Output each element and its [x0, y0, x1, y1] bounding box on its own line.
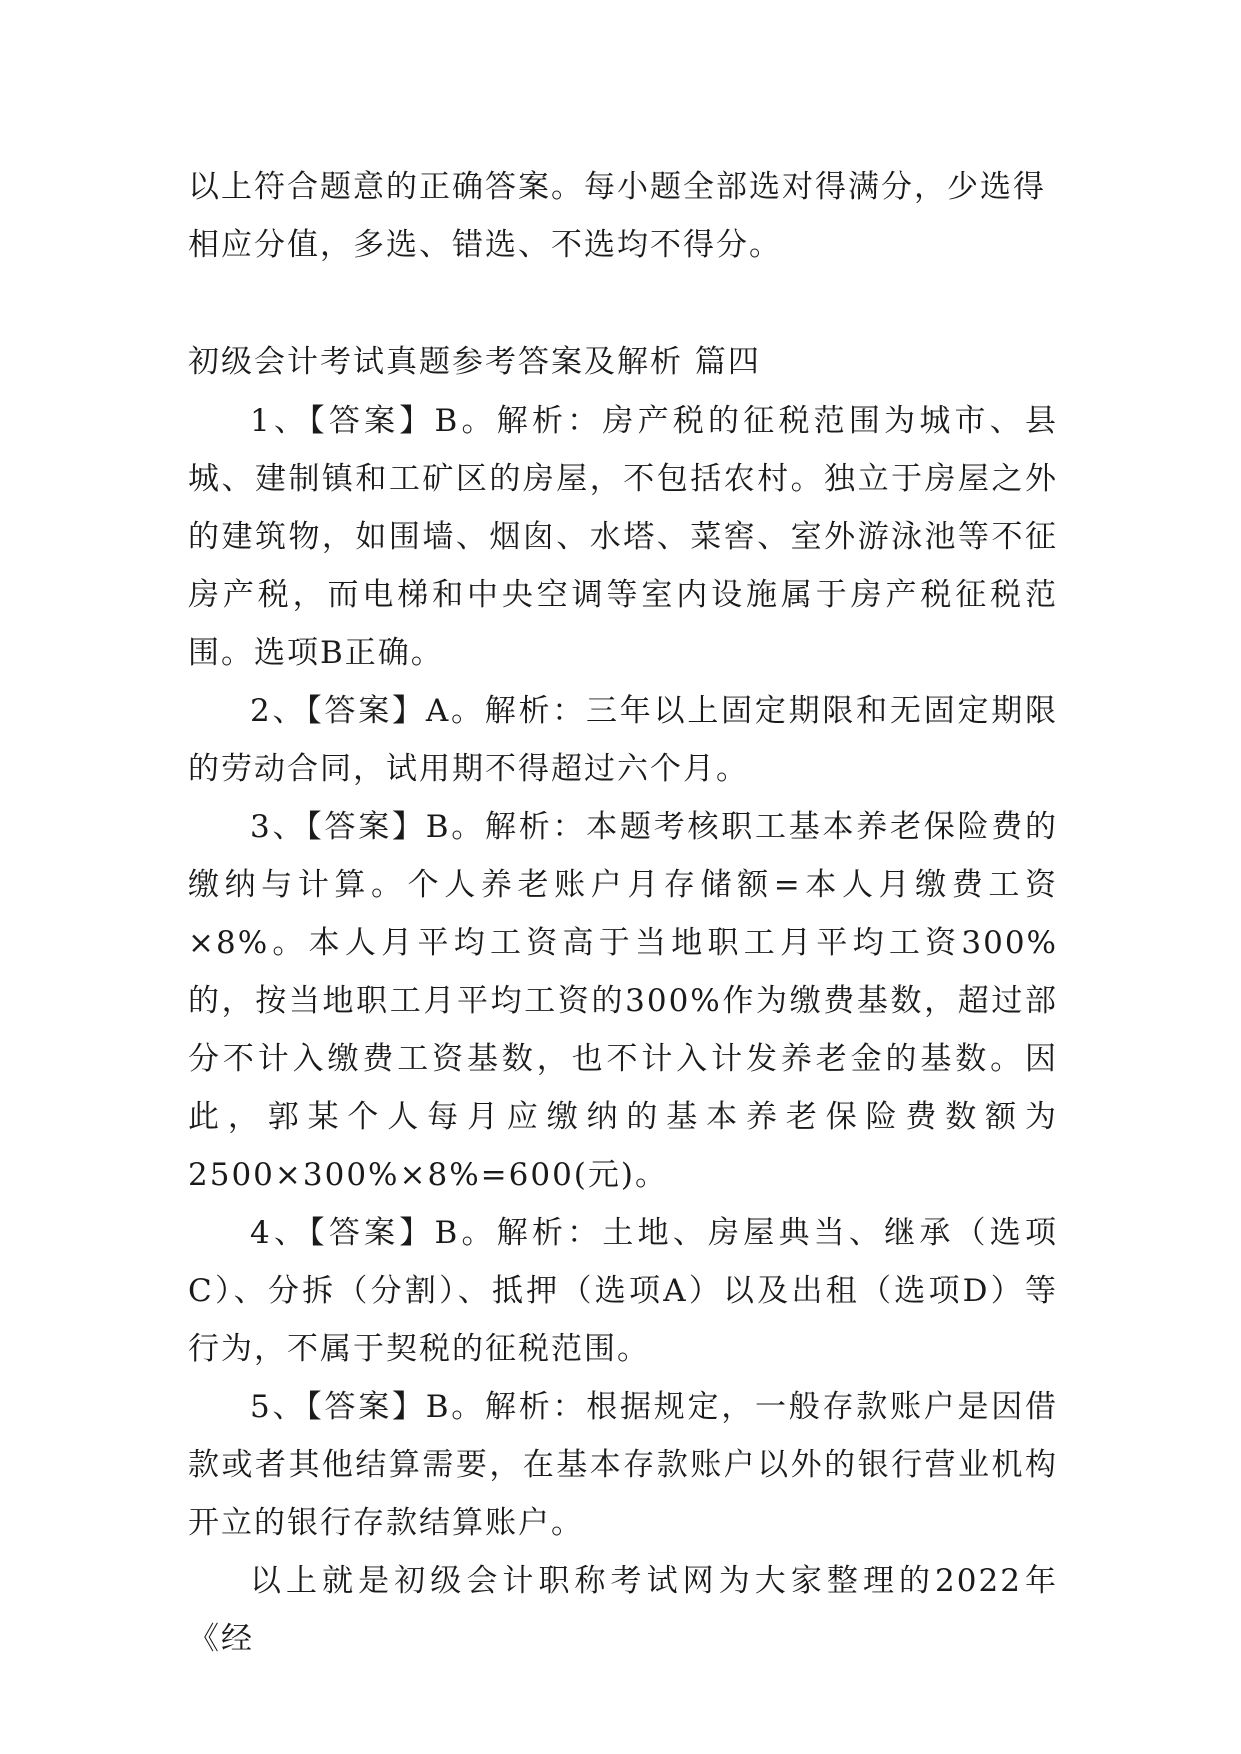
section-heading	[188, 333, 1058, 391]
intro-line-2: 相应分值，多选、错选、不选均不得分。	[188, 227, 782, 263]
answer-list	[188, 392, 1058, 1668]
answer-item-4: 4、【答案】B。解析：土地、房屋典当、继承（选项C）、分拆（分割）、抵押（选项A）以及出租（选项D）等行为，不属于契税的征税范围。	[188, 1215, 1058, 1367]
answer-item-1: 1、【答案】B。解析：房产税的征税范围为城市、县城、建制镇和工矿区的房屋，不包括农村。独立于房屋之外的建筑物，如围墙、烟囱、水塔、菜窖、室外游泳池等不征房产税，而电梯和中央空调等室内设施属于房产税征税范围。选项B正确。	[188, 403, 1058, 671]
section-title: 初级会计考试真题参考答案及解析 篇四	[188, 344, 761, 380]
answer-item-5: 5、【答案】B。解析：根据规定，一般存款账户是因借款或者其他结算需要，在基本存款账户以外的银行营业机构开立的银行存款结算账户。	[188, 1389, 1058, 1541]
intro-line-1: 以上符合题意的正确答案。每小题全部选对得满分，少选得	[188, 169, 1046, 205]
answer-item-2: 2、【答案】A。解析：三年以上固定期限和无固定期限的劳动合同，试用期不得超过六个月。	[188, 693, 1058, 787]
intro-paragraph	[188, 158, 1058, 274]
answer-item-3: 3、【答案】B。解析：本题考核职工基本养老保险费的缴纳与计算。个人养老账户月存储额=本人月缴费工资×8%。本人月平均工资高于当地职工月平均工资300%的，按当地职工月平均工资的300%作为缴费基数，超过部分不计入缴费工资基数，也不计入计发养老金的基数。因此，郭某个人每月应缴纳的基本养老保险费数额为2500×300%×8%=600(元)。	[188, 809, 1058, 1193]
closing-paragraph: 以上就是初级会计职称考试网为大家整理的2022年《经	[188, 1563, 1058, 1657]
